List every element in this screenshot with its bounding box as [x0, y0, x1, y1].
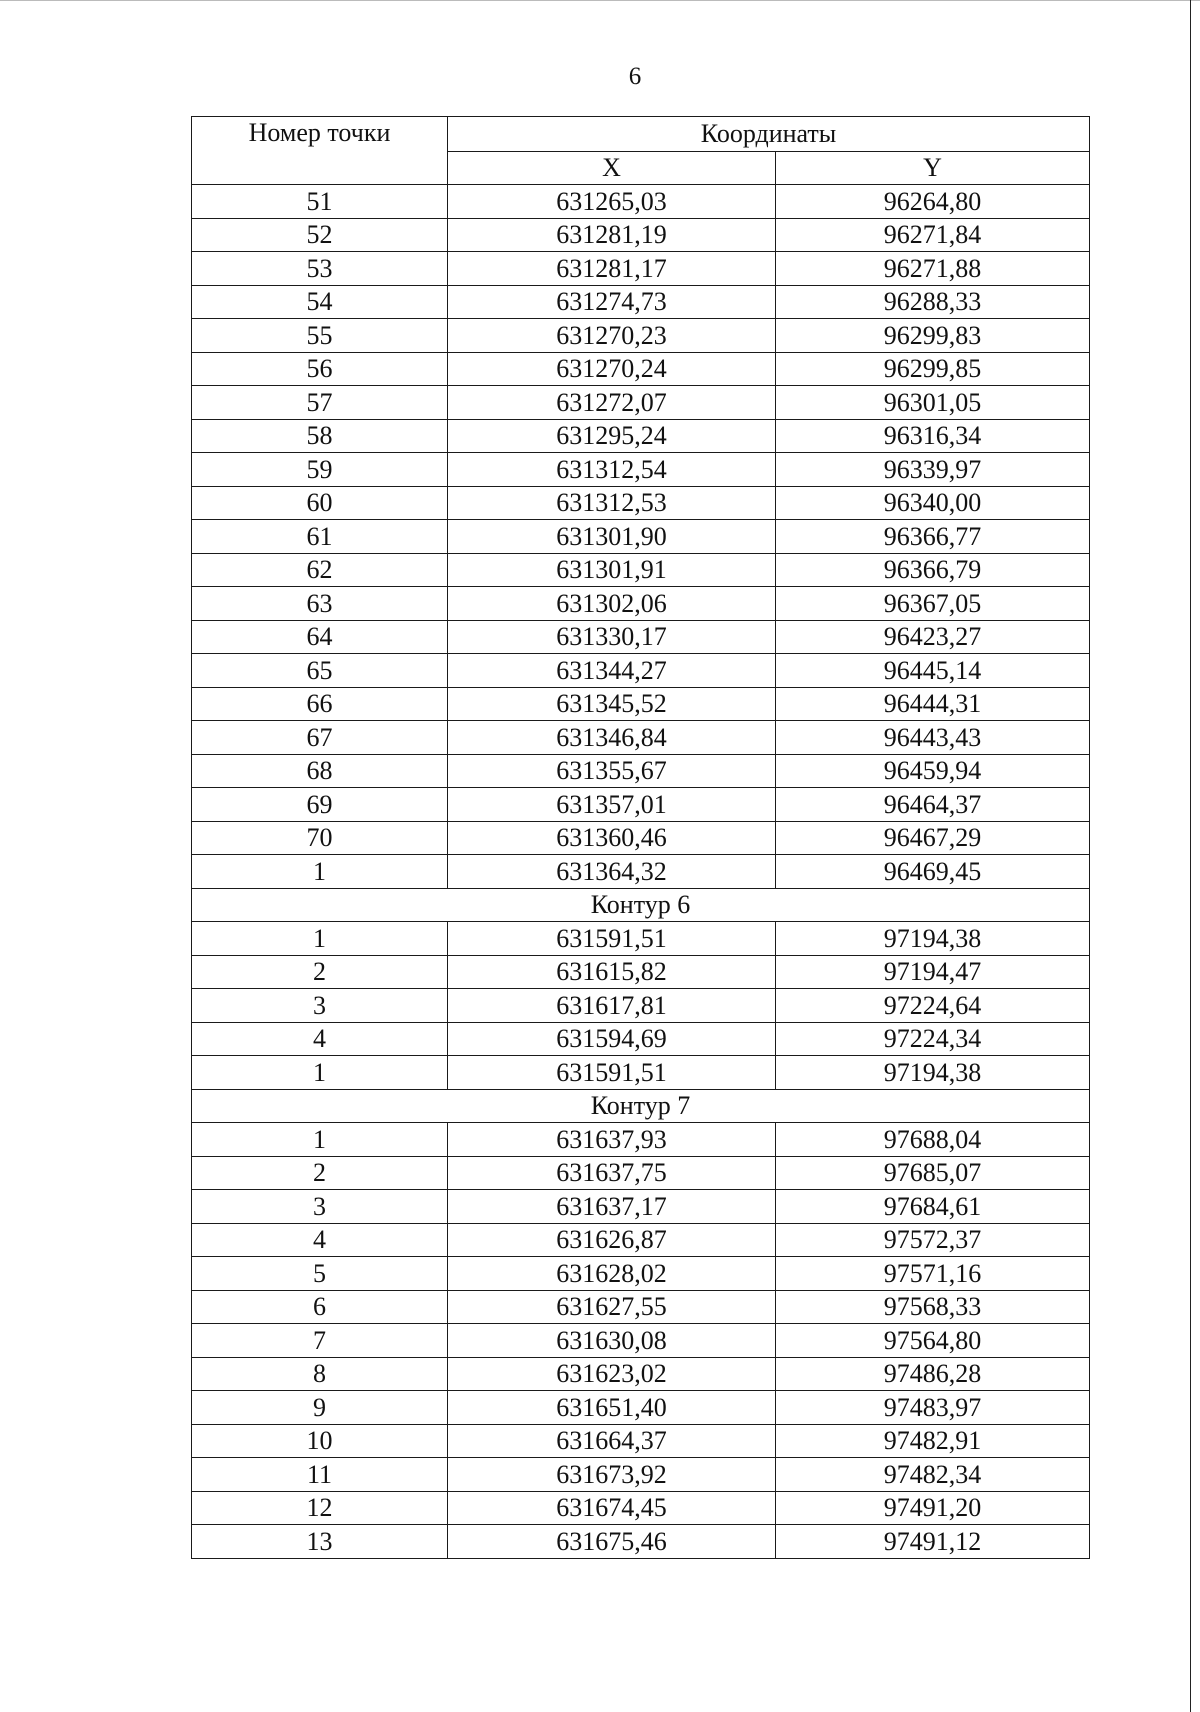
point-number-cell: 1 [192, 1056, 448, 1090]
x-coordinate-cell: 631630,08 [448, 1324, 776, 1358]
table-row [192, 687, 1090, 721]
y-coordinate-cell: 97571,16 [776, 1257, 1090, 1291]
table-row [192, 1391, 1090, 1425]
y-coordinate-cell: 96271,84 [776, 218, 1090, 252]
y-coordinate-cell: 97564,80 [776, 1324, 1090, 1358]
y-coordinate-cell: 96366,77 [776, 520, 1090, 554]
x-coordinate-cell: 631312,53 [448, 486, 776, 520]
y-coordinate-cell: 97572,37 [776, 1223, 1090, 1257]
y-coordinate-cell: 97568,33 [776, 1290, 1090, 1324]
table-row [192, 989, 1090, 1023]
point-number-cell: 66 [192, 687, 448, 721]
scan-right-edge [1190, 0, 1191, 1712]
header-y: Y [776, 152, 1090, 185]
y-coordinate-cell: 96271,88 [776, 252, 1090, 286]
x-coordinate-cell: 631355,67 [448, 754, 776, 788]
table-row [192, 1257, 1090, 1291]
y-coordinate-cell: 96288,33 [776, 285, 1090, 319]
table-row [192, 721, 1090, 755]
header-coordinates: Координаты [448, 117, 1090, 152]
x-coordinate-cell: 631651,40 [448, 1391, 776, 1425]
table-row [192, 185, 1090, 219]
table-row [192, 587, 1090, 621]
x-coordinate-cell: 631637,17 [448, 1190, 776, 1224]
x-coordinate-cell: 631626,87 [448, 1223, 776, 1257]
y-coordinate-cell: 97483,97 [776, 1391, 1090, 1425]
y-coordinate-cell: 97194,38 [776, 922, 1090, 956]
x-coordinate-cell: 631623,02 [448, 1357, 776, 1391]
x-coordinate-cell: 631627,55 [448, 1290, 776, 1324]
point-number-cell: 63 [192, 587, 448, 621]
x-coordinate-cell: 631674,45 [448, 1491, 776, 1525]
y-coordinate-cell: 96459,94 [776, 754, 1090, 788]
y-coordinate-cell: 96264,80 [776, 185, 1090, 219]
table-row [192, 419, 1090, 453]
contour-label: Контур 6 [192, 888, 1090, 922]
point-number-cell: 68 [192, 754, 448, 788]
y-coordinate-cell: 97482,91 [776, 1424, 1090, 1458]
table-body [192, 185, 1090, 1559]
table-row [192, 788, 1090, 822]
table-row [192, 252, 1090, 286]
x-coordinate-cell: 631617,81 [448, 989, 776, 1023]
point-number-cell: 1 [192, 922, 448, 956]
table-row [192, 654, 1090, 688]
table-row [192, 754, 1090, 788]
table-row [192, 620, 1090, 654]
x-coordinate-cell: 631591,51 [448, 922, 776, 956]
point-number-cell: 11 [192, 1458, 448, 1492]
x-coordinate-cell: 631281,19 [448, 218, 776, 252]
x-coordinate-cell: 631594,69 [448, 1022, 776, 1056]
point-number-cell: 54 [192, 285, 448, 319]
table-row [192, 1525, 1090, 1559]
header-x: X [448, 152, 776, 185]
table-row [192, 1156, 1090, 1190]
point-number-cell: 1 [192, 855, 448, 889]
point-number-cell: 4 [192, 1022, 448, 1056]
table-row [192, 1223, 1090, 1257]
table-row [192, 1357, 1090, 1391]
x-coordinate-cell: 631312,54 [448, 453, 776, 487]
x-coordinate-cell: 631615,82 [448, 955, 776, 989]
y-coordinate-cell: 97685,07 [776, 1156, 1090, 1190]
x-coordinate-cell: 631637,93 [448, 1123, 776, 1157]
x-coordinate-cell: 631302,06 [448, 587, 776, 621]
point-number-cell: 7 [192, 1324, 448, 1358]
point-number-cell: 52 [192, 218, 448, 252]
y-coordinate-cell: 96366,79 [776, 553, 1090, 587]
y-coordinate-cell: 96301,05 [776, 386, 1090, 420]
table-row [192, 821, 1090, 855]
table-row [192, 1424, 1090, 1458]
table-row [192, 1190, 1090, 1224]
x-coordinate-cell: 631265,03 [448, 185, 776, 219]
point-number-cell: 60 [192, 486, 448, 520]
x-coordinate-cell: 631270,24 [448, 352, 776, 386]
header-point-number: Номер точки [192, 117, 448, 185]
y-coordinate-cell: 97491,20 [776, 1491, 1090, 1525]
point-number-cell: 69 [192, 788, 448, 822]
x-coordinate-cell: 631364,32 [448, 855, 776, 889]
y-coordinate-cell: 96299,85 [776, 352, 1090, 386]
point-number-cell: 59 [192, 453, 448, 487]
point-number-cell: 2 [192, 1156, 448, 1190]
point-number-cell: 56 [192, 352, 448, 386]
x-coordinate-cell: 631330,17 [448, 620, 776, 654]
y-coordinate-cell: 96445,14 [776, 654, 1090, 688]
x-coordinate-cell: 631295,24 [448, 419, 776, 453]
x-coordinate-cell: 631664,37 [448, 1424, 776, 1458]
y-coordinate-cell: 96367,05 [776, 587, 1090, 621]
x-coordinate-cell: 631637,75 [448, 1156, 776, 1190]
table-row [192, 1022, 1090, 1056]
x-coordinate-cell: 631628,02 [448, 1257, 776, 1291]
table-row [192, 922, 1090, 956]
table-row [192, 218, 1090, 252]
table-row [192, 486, 1090, 520]
coordinates-table [191, 116, 1090, 1559]
y-coordinate-cell: 96339,97 [776, 453, 1090, 487]
y-coordinate-cell: 96464,37 [776, 788, 1090, 822]
table-row [192, 386, 1090, 420]
x-coordinate-cell: 631344,27 [448, 654, 776, 688]
y-coordinate-cell: 97491,12 [776, 1525, 1090, 1559]
point-number-cell: 2 [192, 955, 448, 989]
table-row [192, 285, 1090, 319]
y-coordinate-cell: 97684,61 [776, 1190, 1090, 1224]
point-number-cell: 65 [192, 654, 448, 688]
point-number-cell: 55 [192, 319, 448, 353]
point-number-cell: 9 [192, 1391, 448, 1425]
x-coordinate-cell: 631357,01 [448, 788, 776, 822]
y-coordinate-cell: 97224,34 [776, 1022, 1090, 1056]
point-number-cell: 4 [192, 1223, 448, 1257]
point-number-cell: 8 [192, 1357, 448, 1391]
contour-section-row [192, 1089, 1090, 1123]
point-number-cell: 62 [192, 553, 448, 587]
point-number-cell: 57 [192, 386, 448, 420]
x-coordinate-cell: 631673,92 [448, 1458, 776, 1492]
point-number-cell: 3 [192, 989, 448, 1023]
point-number-cell: 67 [192, 721, 448, 755]
table-row [192, 520, 1090, 554]
point-number-cell: 61 [192, 520, 448, 554]
x-coordinate-cell: 631274,73 [448, 285, 776, 319]
y-coordinate-cell: 97194,38 [776, 1056, 1090, 1090]
table-row [192, 352, 1090, 386]
x-coordinate-cell: 631346,84 [448, 721, 776, 755]
point-number-cell: 6 [192, 1290, 448, 1324]
x-coordinate-cell: 631281,17 [448, 252, 776, 286]
contour-section-row [192, 888, 1090, 922]
table-row [192, 1491, 1090, 1525]
y-coordinate-cell: 96467,29 [776, 821, 1090, 855]
point-number-cell: 13 [192, 1525, 448, 1559]
table-row [192, 855, 1090, 889]
x-coordinate-cell: 631270,23 [448, 319, 776, 353]
point-number-cell: 5 [192, 1257, 448, 1291]
point-number-cell: 10 [192, 1424, 448, 1458]
y-coordinate-cell: 97688,04 [776, 1123, 1090, 1157]
y-coordinate-cell: 96444,31 [776, 687, 1090, 721]
y-coordinate-cell: 97224,64 [776, 989, 1090, 1023]
y-coordinate-cell: 96299,83 [776, 319, 1090, 353]
table-row [192, 319, 1090, 353]
table-header-row [192, 117, 1090, 152]
point-number-cell: 3 [192, 1190, 448, 1224]
scan-top-edge [0, 0, 1200, 1]
y-coordinate-cell: 96423,27 [776, 620, 1090, 654]
point-number-cell: 64 [192, 620, 448, 654]
point-number-cell: 70 [192, 821, 448, 855]
y-coordinate-cell: 96316,34 [776, 419, 1090, 453]
point-number-cell: 1 [192, 1123, 448, 1157]
y-coordinate-cell: 96340,00 [776, 486, 1090, 520]
table-row [192, 1056, 1090, 1090]
x-coordinate-cell: 631272,07 [448, 386, 776, 420]
point-number-cell: 12 [192, 1491, 448, 1525]
y-coordinate-cell: 96443,43 [776, 721, 1090, 755]
point-number-cell: 58 [192, 419, 448, 453]
x-coordinate-cell: 631345,52 [448, 687, 776, 721]
table-row [192, 1324, 1090, 1358]
table-row [192, 453, 1090, 487]
table-row [192, 1290, 1090, 1324]
table-row [192, 955, 1090, 989]
y-coordinate-cell: 97486,28 [776, 1357, 1090, 1391]
x-coordinate-cell: 631301,90 [448, 520, 776, 554]
y-coordinate-cell: 97194,47 [776, 955, 1090, 989]
x-coordinate-cell: 631675,46 [448, 1525, 776, 1559]
table-row [192, 1123, 1090, 1157]
contour-label: Контур 7 [192, 1089, 1090, 1123]
x-coordinate-cell: 631301,91 [448, 553, 776, 587]
y-coordinate-cell: 96469,45 [776, 855, 1090, 889]
y-coordinate-cell: 97482,34 [776, 1458, 1090, 1492]
table-row [192, 553, 1090, 587]
point-number-cell: 51 [192, 185, 448, 219]
point-number-cell: 53 [192, 252, 448, 286]
x-coordinate-cell: 631591,51 [448, 1056, 776, 1090]
page-number: 6 [628, 63, 642, 90]
table-row [192, 1458, 1090, 1492]
x-coordinate-cell: 631360,46 [448, 821, 776, 855]
